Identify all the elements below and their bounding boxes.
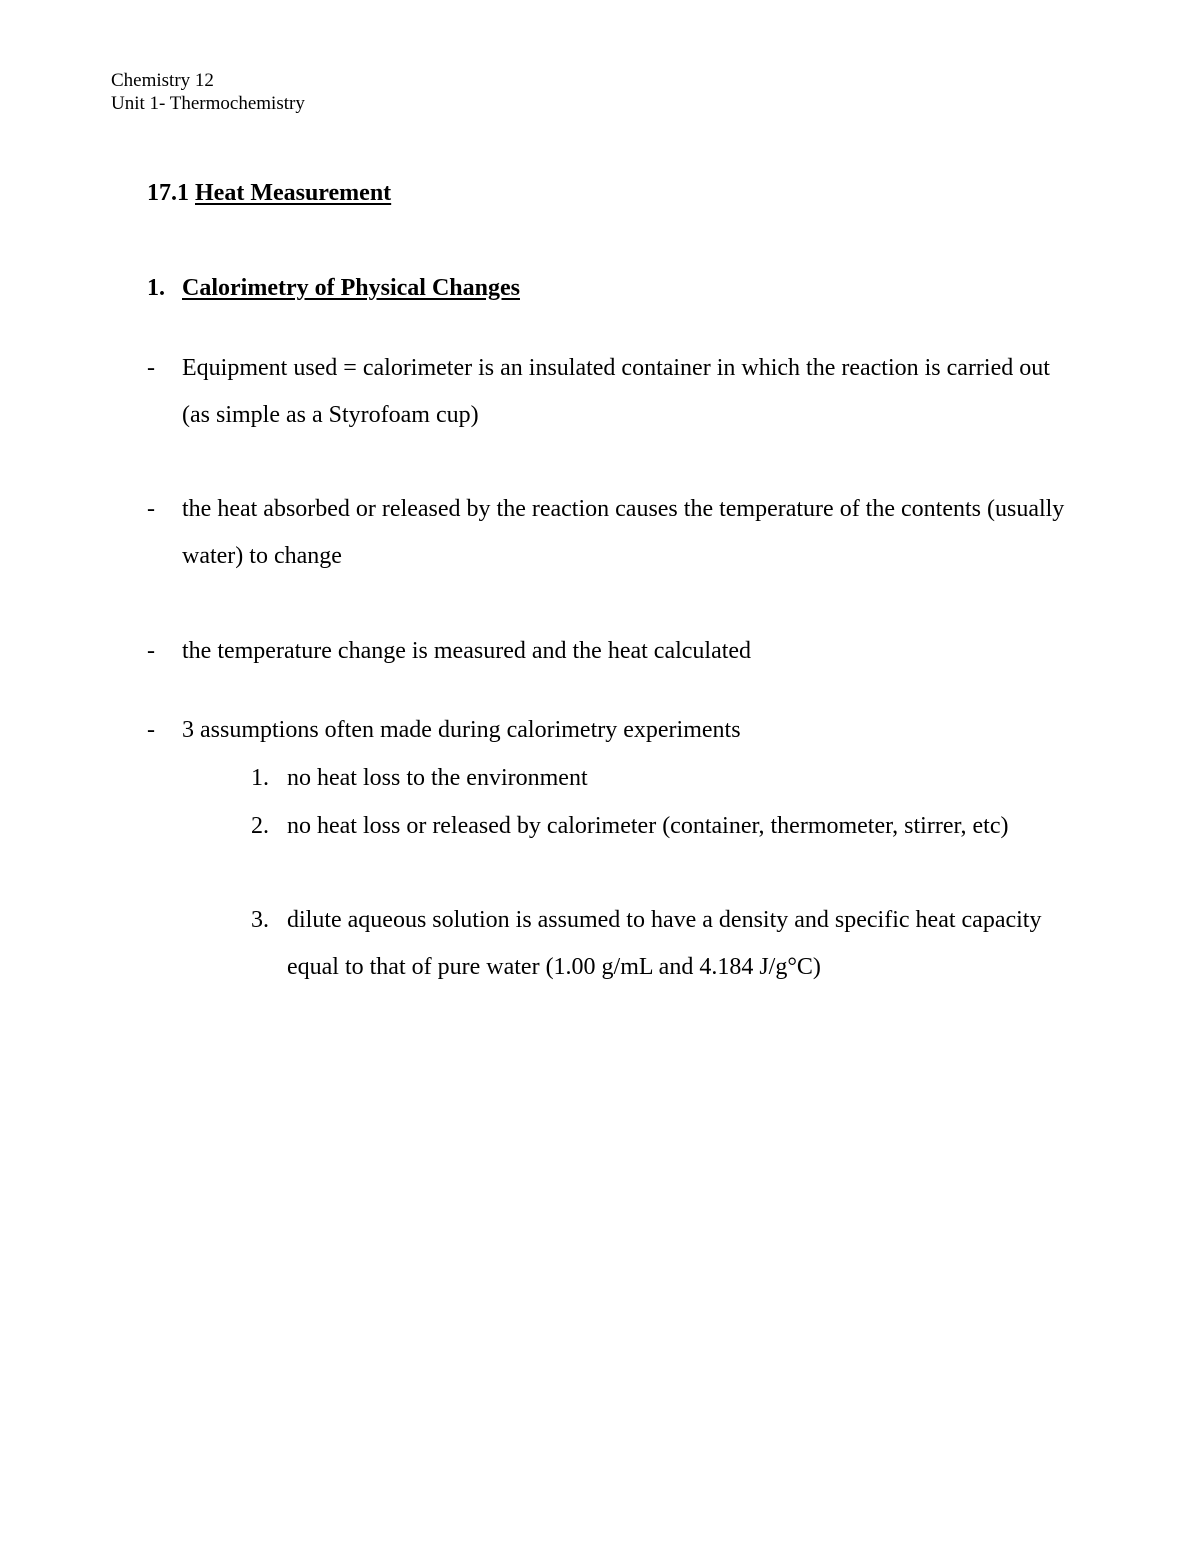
assumption-item [251, 755, 1081, 802]
bullet-equipment [147, 345, 1067, 439]
bullet-text: 3 assumptions often made during calorimetry experiments [182, 717, 741, 743]
bullet-text: the temperature change is measured and the heat calculated [182, 638, 752, 664]
assumption-item [251, 897, 1081, 991]
bullet-text: the heat absorbed or released by the reaction causes the temperature of the contents (usually water) to change [182, 496, 1065, 569]
subsection-title: Calorimetry of Physical Changes [182, 275, 520, 301]
section-heading [147, 180, 391, 207]
assumption-text: no heat loss to the environment [287, 765, 588, 791]
section-title: Heat Measurement [195, 180, 392, 206]
assumption-number: 3. [251, 907, 269, 933]
subsection-heading [147, 275, 520, 302]
bullet-marker: - [147, 496, 155, 522]
section-number: 17.1 [147, 180, 189, 206]
bullet-temperature-change [147, 628, 1067, 675]
assumption-text: no heat loss or released by calorimeter (container, thermometer, stirrer, etc) [287, 813, 1009, 839]
subsection-number: 1. [147, 275, 165, 301]
course-header: Chemistry 12 [111, 70, 214, 91]
bullet-marker: - [147, 638, 155, 664]
bullet-marker: - [147, 717, 155, 743]
assumption-number: 1. [251, 765, 269, 791]
assumption-item [251, 803, 1081, 850]
bullet-heat-absorbed [147, 486, 1067, 580]
assumption-text: dilute aqueous solution is assumed to have a density and specific heat capacity equal to that of pure water (1.00 g/mL and 4.184 J/g°C) [287, 907, 1042, 980]
unit-header: Unit 1- Thermochemistry [111, 93, 305, 114]
bullet-marker: - [147, 355, 155, 381]
bullet-text: Equipment used = calorimeter is an insulated container in which the reaction is carried out (as simple as a Styrofoam cup) [182, 355, 1050, 428]
assumption-number: 2. [251, 813, 269, 839]
bullet-assumptions [147, 707, 1067, 754]
